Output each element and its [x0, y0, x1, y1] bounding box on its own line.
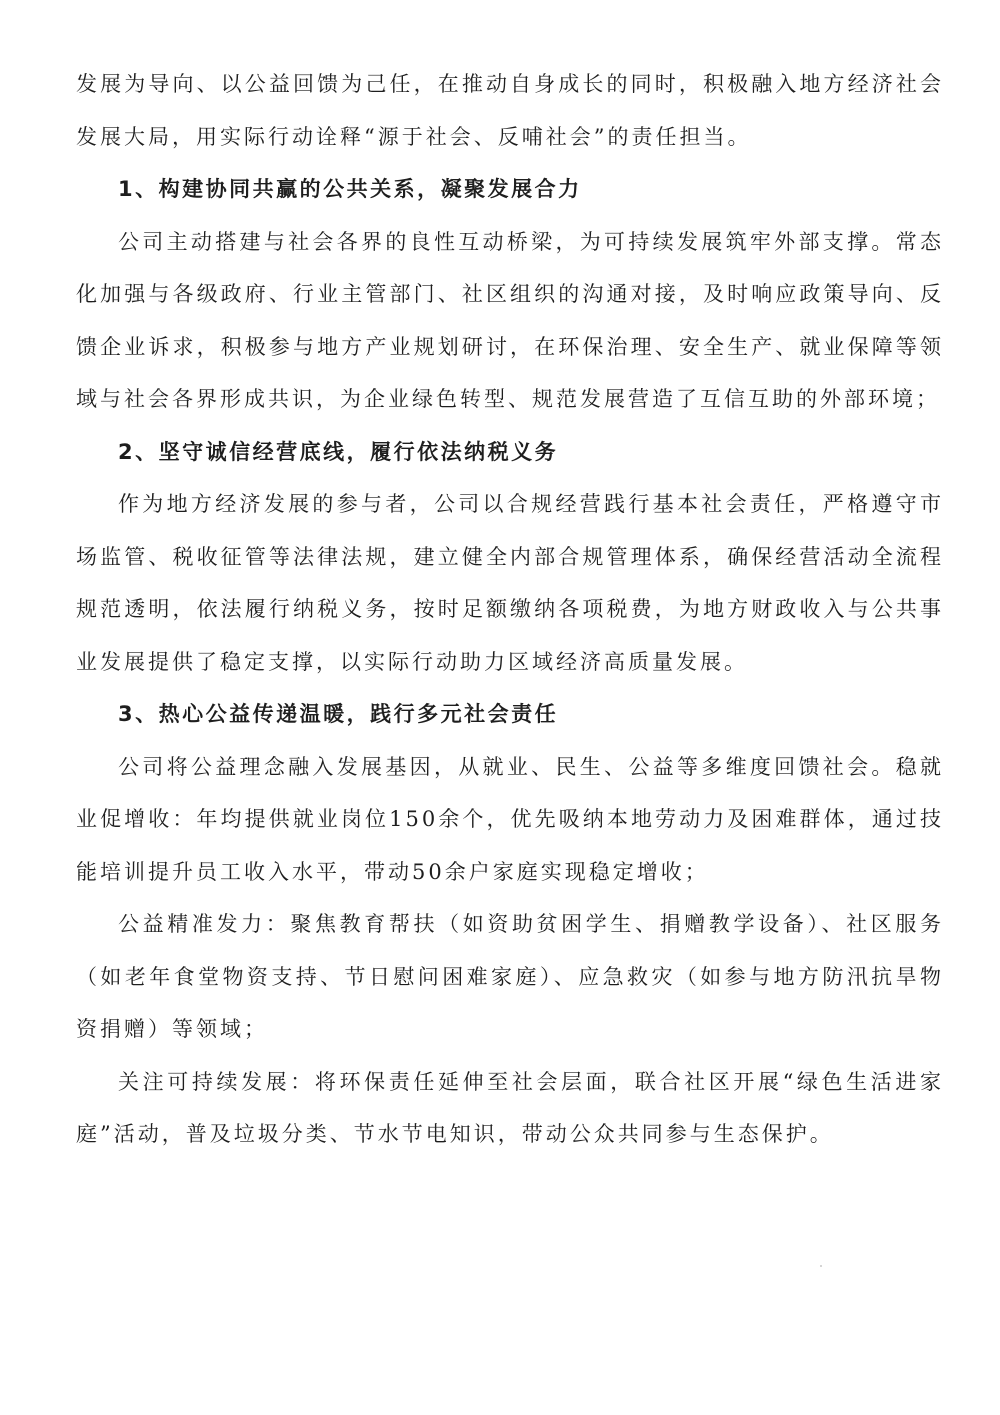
- section-3-paragraph-employment: 公司将公益理念融入发展基因，从就业、民生、公益等多维度回馈社会。稳就业促增收：年均提供就业岗位150余个，优先吸纳本地劳动力及困难群体，通过技能培训提升员工收入水平，带动50余户家庭实现稳定增收；: [76, 754, 944, 884]
- document-body: [76, 58, 944, 1161]
- section-3-paragraph-sustainability: 关注可持续发展：将环保责任延伸至社会层面，联合社区开展“绿色生活进家庭”活动，普及垃圾分类、节水节电知识，带动公众共同参与生态保护。: [76, 1069, 944, 1146]
- scan-speck: [820, 1265, 822, 1267]
- section-heading-2: 2、坚守诚信经营底线，履行依法纳税义务: [118, 439, 559, 464]
- section-1-paragraph: 公司主动搭建与社会各界的良性互动桥梁，为可持续发展筑牢外部支撑。常态化加强与各级政府、行业主管部门、社区组织的沟通对接，及时响应政策导向、反馈企业诉求，积极参与地方产业规划研讨，在环保治理、安全生产、就业保障等领域与社会各界形成共识，为企业绿色转型、规范发展营造了互信互助的外部环境；: [76, 229, 944, 411]
- section-3-paragraph-charity: 公益精准发力：聚焦教育帮扶（如资助贫困学生、捐赠教学设备）、社区服务（如老年食堂物资支持、节日慰问困难家庭）、应急救灾（如参与地方防汛抗旱物资捐赠）等领域；: [76, 912, 944, 1041]
- section-heading-3: 3、热心公益传递温暖，践行多元社会责任: [118, 702, 559, 726]
- section-heading-1: 1、构建协同共赢的公共关系，凝聚发展合力: [118, 177, 582, 201]
- paragraph-intro-continued: 发展为导向、以公益回馈为己任，在推动自身成长的同时，积极融入地方经济社会发展大局，用实际行动诠释“源于社会、反哺社会”的责任担当。: [76, 72, 944, 149]
- section-2-paragraph: 作为地方经济发展的参与者，公司以合规经营践行基本社会责任，严格遵守市场监管、税收征管等法律法规，建立健全内部合规管理体系，确保经营活动全流程规范透明，依法履行纳税义务，按时足额缴纳各项税费，为地方财政收入与公共事业发展提供了稳定支撑，以实际行动助力区域经济高质量发展。: [76, 492, 944, 674]
